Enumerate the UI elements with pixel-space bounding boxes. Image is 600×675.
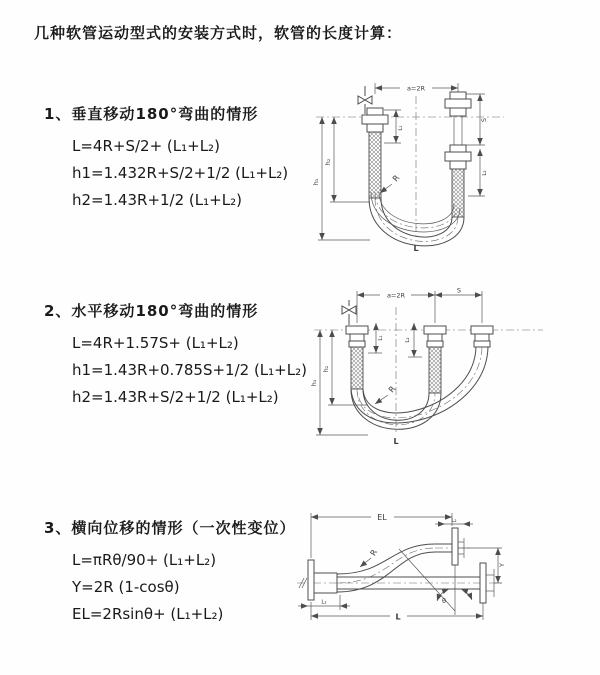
dim-label-l2: L₂ [451, 518, 457, 524]
dim-l2 [405, 323, 422, 357]
dim-label-el: EL [377, 513, 387, 522]
section-2-heading: 2、水平移动180°弯曲的情形 [44, 302, 259, 320]
dim-label-h2: h₂ [324, 158, 332, 166]
dim-label-h2: h₂ [322, 365, 330, 373]
formula-line: Y=2R (1-cosθ) [72, 578, 180, 596]
section-3-formulas [44, 547, 295, 628]
dim-label-h1: h₁ [312, 178, 320, 186]
page-title: 几种软管运动型式的安装方式时，软管的长度计算： [34, 24, 403, 42]
u-hose-curves [351, 347, 488, 429]
radius-callout [375, 384, 398, 404]
radius-callout [380, 173, 402, 193]
dim-label-l1: L₁ [321, 599, 327, 606]
left-fitting [346, 326, 368, 389]
middle-fitting [424, 326, 446, 393]
u-hose-curves [369, 192, 464, 246]
dim-label-l2: L₂ [482, 170, 488, 176]
formula-line: h1=1.432R+S/2+1/2 (L₁+L₂) [72, 164, 289, 182]
dim-label-span: a=2R [386, 291, 406, 300]
angle-label: θ [442, 597, 446, 605]
section-horizontal-180 [44, 300, 307, 411]
diagram-vertical-180-bend [308, 70, 558, 260]
dim-label-y: Y [498, 563, 506, 567]
formula-line: L=4R+1.57S+ (L₁+L₂) [72, 334, 239, 352]
dim-label-s: S [480, 117, 488, 123]
formula-line: h1=1.43R+0.785S+1/2 (L₁+L₂) [72, 361, 307, 379]
radius-callout [360, 548, 379, 567]
dim-label-s: S [456, 286, 462, 295]
dim-label-h1: h₁ [310, 379, 318, 387]
valve-icon [342, 300, 356, 325]
dim-span-2r [357, 287, 482, 324]
section-1-heading: 1、垂直移动180°弯曲的情形 [44, 105, 259, 123]
dim-l1 [298, 595, 350, 610]
formula-line: h2=1.43R+1/2 (L₁+L₂) [72, 191, 242, 209]
diagram-horizontal-180-bend [308, 283, 568, 448]
dim-h2 [324, 117, 370, 202]
dim-span-2r [375, 83, 458, 94]
dim-h1 [312, 117, 370, 240]
formula-line: h2=1.43R+S/2+1/2 (L₁+L₂) [72, 388, 279, 406]
left-fitting [362, 108, 388, 198]
section-lateral-displacement [44, 517, 295, 628]
upper-flange [452, 528, 464, 565]
formula-line: L=πRθ/90+ (L₁+L₂) [72, 551, 217, 569]
formula-line: EL=2Rsinθ+ (L₁+L₂) [72, 605, 224, 623]
dim-label-span: a=2R [406, 84, 426, 93]
dim-l1 [368, 323, 384, 353]
dim-label-l1: L₁ [398, 125, 404, 131]
dim-el [311, 513, 452, 558]
diagram-lateral-displacement [295, 503, 585, 653]
right-fitting-upper [445, 92, 471, 116]
length-label: L [393, 437, 399, 446]
dim-l2 [435, 518, 473, 524]
s-curve-hose [337, 544, 470, 592]
section-vertical-180 [44, 103, 288, 214]
braided-hose-section [351, 347, 363, 389]
formula-line: L=4R+S/2+ (L₁+L₂) [72, 137, 220, 155]
length-label: L [413, 244, 419, 253]
dim-label-l2: L₂ [405, 337, 411, 343]
dim-label-l: L [395, 612, 401, 622]
dim-l [311, 599, 483, 622]
left-flange [308, 560, 337, 600]
right-fitting [471, 326, 493, 347]
braided-hose-section [369, 132, 381, 198]
section-3-heading: 3、横向位移的情形（一次性变位） [44, 519, 296, 537]
dim-label-l1: L₁ [378, 335, 384, 341]
radius-label: R [386, 384, 398, 395]
braided-hose-section [429, 347, 441, 393]
section-1-formulas [44, 133, 288, 214]
radius-label: R [390, 173, 402, 184]
section-2-formulas [44, 330, 307, 411]
braided-hose-section [452, 169, 464, 217]
right-fitting-lower [445, 145, 471, 217]
radius-label: R [368, 548, 380, 558]
